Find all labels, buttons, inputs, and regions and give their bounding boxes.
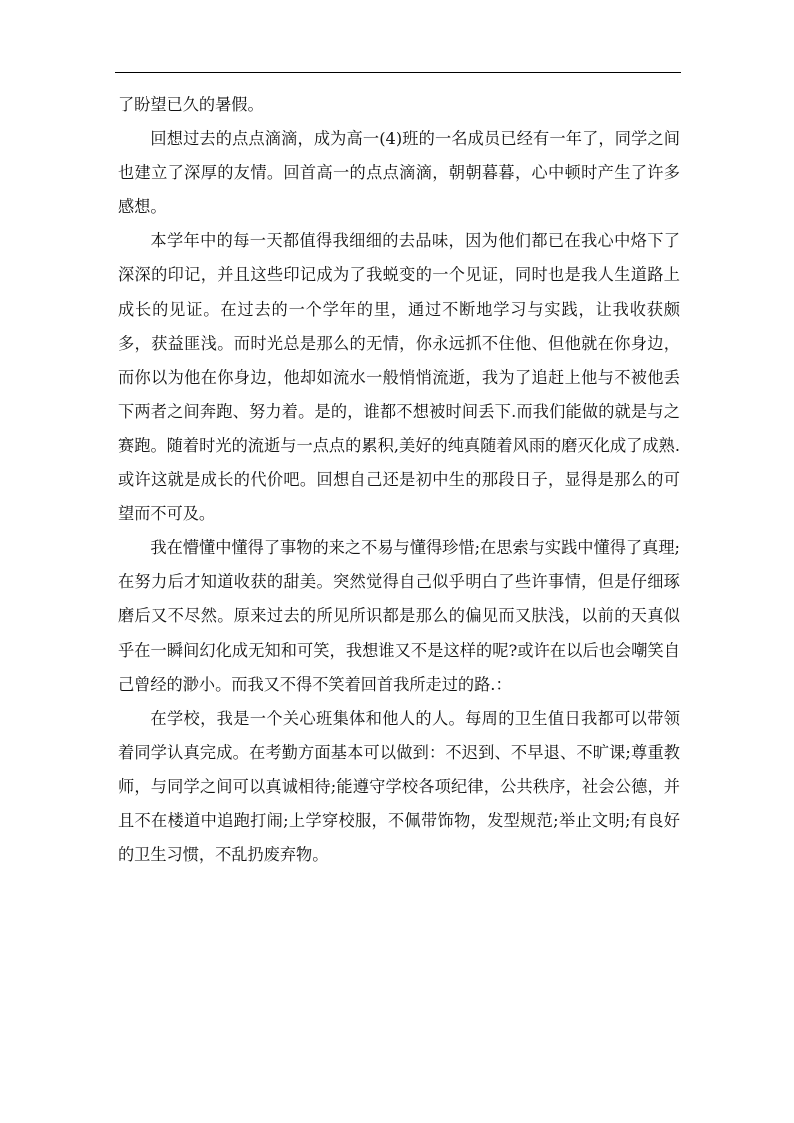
paragraph-2: 回想过去的点点滴滴，成为高一(4)班的一名成员已经有一年了，同学之间也建立了深厚的友情。回首高一的点点滴滴，朝朝暮暮，心中顿时产生了许多感想。 — [118, 129, 680, 217]
document-body — [118, 88, 680, 872]
paragraph-3: 本学年中的每一天都值得我细细的去品味，因为他们都已在我心中烙下了深深的印记，并且这些印记成为了我蜕变的一个见证，同时也是我人生道路上成长的见证。在过去的一个学年的里，通过不断地学习与实践，让我收获颇多，获益匪浅。而时光总是那么的无情，你永远抓不住他、但他就在你身边，而你以为他在你身边，他却如流水一般悄悄流逝，我为了追赶上他与不被他丢下两者之间奔跑、努力着。是的，谁都不想被时间丢下.而我们能做的就是与之赛跑。随着时光的流逝与一点点的累积,美好的纯真随着风雨的磨灭化成了成熟.或许这就是成长的代价吧。回想自己还是初中生的那段日子，显得是那么的可望而不可及。 — [118, 231, 680, 524]
header-rule — [115, 72, 681, 73]
paragraph-1: 了盼望已久的暑假。 — [118, 95, 264, 114]
paragraph-5: 在学校，我是一个关心班集体和他人的人。每周的卫生值日我都可以带领着同学认真完成。在考勤方面基本可以做到：不迟到、不早退、不旷课;尊重教师，与同学之间可以真诚相待;能遵守学校各项纪律，公共秩序，社会公德，并且不在楼道中追跑打闹;上学穿校服，不佩带饰物，发型规范;举止文明;有良好的卫生习惯，不乱扔废弃物。 — [118, 708, 680, 865]
paragraph-4: 我在懵懂中懂得了事物的来之不易与懂得珍惜;在思索与实践中懂得了真理;在努力后才知道收获的甜美。突然觉得自己似乎明白了些许事情，但是仔细琢磨后又不尽然。原来过去的所见所识都是那么的偏见而又肤浅，以前的天真似乎在一瞬间幻化成无知和可笑，我想谁又不是这样的呢?或许在以后也会嘲笑自己曾经的渺小。而我又不得不笑着回首我所走过的路.： — [118, 538, 680, 694]
